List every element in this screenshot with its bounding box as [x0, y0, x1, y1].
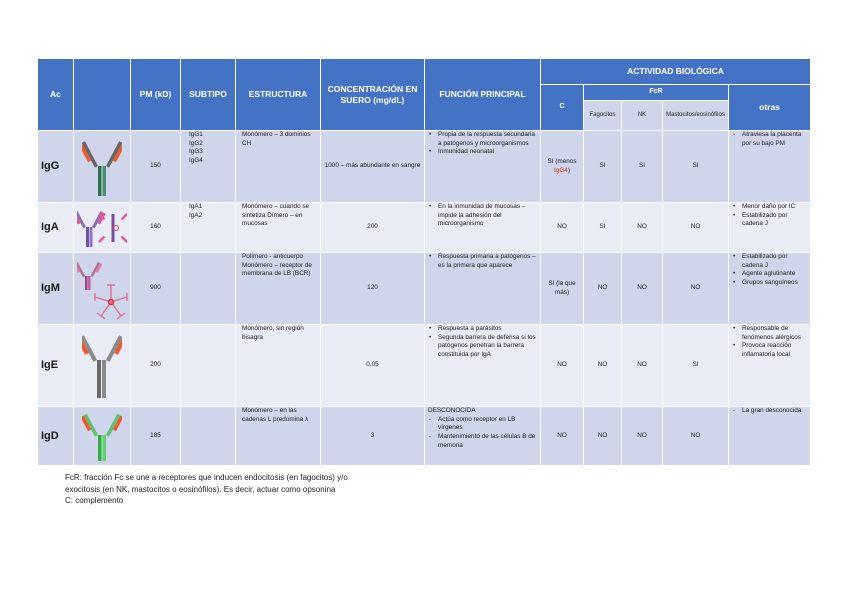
- c-exception: IgG4: [554, 166, 568, 174]
- header-actividad: ACTIVIDAD BIOLÓGICA: [541, 59, 811, 85]
- otras-cell: [729, 131, 811, 203]
- funcion-item: • Inmunidad neonatal: [428, 148, 537, 157]
- subtipo-list: [181, 407, 236, 466]
- pm-value: 160: [131, 203, 181, 253]
- funcion-item: • Respuesta a parásitos: [428, 325, 537, 334]
- c-text-end: ): [567, 166, 570, 174]
- c-value: NO: [541, 325, 584, 407]
- ab-name: IgE: [38, 325, 74, 407]
- funcion-item: - Actúa como receptor en LB vírgenes: [428, 416, 537, 433]
- footnote-line: C: complemento: [65, 496, 124, 506]
- fagocitos-value: SI: [584, 203, 622, 253]
- otras-item: • Responsable de fenómenos alérgicos: [732, 325, 807, 342]
- nk-value: NO: [622, 253, 663, 325]
- concentracion-value: 0,05: [321, 325, 425, 407]
- footnote-line: exocitosis (en NK, mastocitos o eosinófilos). Es decir, actuar como opsonina: [65, 484, 336, 494]
- footnote: [65, 472, 425, 507]
- table-row: [38, 203, 811, 253]
- funcion-cell: [425, 253, 541, 325]
- ab-name: IgA: [38, 203, 74, 253]
- c-value: NO: [541, 203, 584, 253]
- iga-antibody-icon: [74, 203, 131, 253]
- subtipo-list: [181, 203, 236, 253]
- funcion-cell: [425, 131, 541, 203]
- otras-item: - La gran desconocida: [732, 407, 807, 416]
- nk-value: NO: [622, 203, 663, 253]
- igd-antibody-icon: [74, 407, 131, 466]
- nk-value: NO: [622, 325, 663, 407]
- otras-cell: [729, 253, 811, 325]
- funcion-item: • Propia de la respuesta secundaria a patógenos y microorganismos: [428, 131, 537, 148]
- subtipo-list: [181, 131, 236, 203]
- header-subtipo: SUBTIPO: [181, 59, 236, 131]
- subtipo-item: IgG4: [189, 156, 203, 164]
- fagocitos-value: SI: [584, 131, 622, 203]
- subtipo-item: IgA2: [189, 211, 203, 219]
- subtipo-list: [181, 325, 236, 407]
- header-c: C: [541, 85, 584, 131]
- mastocitos-value: NO: [663, 203, 729, 253]
- ab-name: IgG: [38, 131, 74, 203]
- funcion-cell: [425, 203, 541, 253]
- nk-value: NO: [622, 407, 663, 466]
- funcion-item: • Segunda barrera de defensa si los patógenos penetran la barrera constituida por IgA: [428, 334, 537, 360]
- concentracion-value: 200: [321, 203, 425, 253]
- header-fagocitos: Fagocitos: [584, 101, 622, 131]
- estructura-text: Polímero - anticuerpo Monómero – receptor de membrana de LB (BCR): [236, 253, 321, 325]
- subtipo-list: [181, 253, 236, 325]
- mastocitos-value: SI: [663, 325, 729, 407]
- ab-name: IgD: [38, 407, 74, 466]
- otras-item: • Grupos sanguíneos: [732, 279, 807, 288]
- c-text: SI (menos: [547, 157, 577, 165]
- footnote-line: FcR: fracción Fc se une a receptores que inducen endocitosis (en fagocitos) y/o: [65, 473, 348, 482]
- header-otras: otras: [729, 85, 811, 131]
- table-row: [38, 325, 811, 407]
- ige-antibody-icon: [74, 325, 131, 407]
- otras-cell: [729, 203, 811, 253]
- concentracion-value: 120: [321, 253, 425, 325]
- fagocitos-value: NO: [584, 325, 622, 407]
- fagocitos-value: NO: [584, 253, 622, 325]
- header-image: [74, 59, 131, 131]
- funcion-item: • Respuesta primaria a patógenos – es la primera que aparece: [428, 253, 537, 270]
- c-value: SI (la que más): [541, 253, 584, 325]
- otras-item: • Provoca reacción inflamatoria local: [732, 342, 807, 359]
- funcion-item: - Mantenimiento de las células B de memoria: [428, 433, 537, 450]
- table-row: [38, 407, 811, 466]
- mastocitos-value: NO: [663, 407, 729, 466]
- otras-item: • Agente aglutinante: [732, 270, 807, 279]
- table-row: [38, 131, 811, 203]
- subtipo-item: IgA1: [189, 203, 203, 210]
- header-nk: NK: [622, 101, 663, 131]
- subtipo-item: IgG3: [189, 148, 203, 156]
- c-value: [541, 131, 584, 203]
- pm-value: 185: [131, 407, 181, 466]
- header-funcion: FUNCIÓN PRINCIPAL: [425, 59, 541, 131]
- header-pm: PM (kD): [131, 59, 181, 131]
- igm-antibody-icon: [74, 253, 131, 325]
- otras-item: • Estabilizado por cadena J: [732, 212, 807, 229]
- concentracion-value: 1000 – más abundante en sangre: [321, 131, 425, 203]
- nk-value: SI: [622, 131, 663, 203]
- estructura-text: Monómero – 3 dominios CH: [236, 131, 321, 203]
- c-value: NO: [541, 407, 584, 466]
- pm-value: 900: [131, 253, 181, 325]
- immunoglobulin-table: [37, 58, 811, 466]
- header-concentracion: CONCENTRACIÓN EN SUERO (mg/dL): [321, 59, 425, 131]
- funcion-item: • En la inmunidad de mucosas – impide la adhesión del microorganismo: [428, 203, 537, 229]
- estructura-text: Monómero – cuando se sintetiza Dímero – en mucosas: [236, 203, 321, 253]
- fagocitos-value: NO: [584, 407, 622, 466]
- estructura-text: Monómero, sin región bisagra: [236, 325, 321, 407]
- funcion-title: DESCONOCIDA: [428, 407, 476, 414]
- funcion-cell: [425, 325, 541, 407]
- estructura-text: Monómero – en las cadenas L predomina λ: [236, 407, 321, 466]
- subtipo-item: IgG2: [189, 139, 203, 147]
- igg-antibody-icon: [74, 131, 131, 203]
- table-row: [38, 253, 811, 325]
- otras-item: • Estabilizado por cadena J: [732, 253, 807, 270]
- pm-value: 150: [131, 131, 181, 203]
- mastocitos-value: SI: [663, 131, 729, 203]
- header-mastocitos: Mastocitos/eosinófilos: [663, 101, 729, 131]
- funcion-cell: [425, 407, 541, 466]
- concentracion-value: 3: [321, 407, 425, 466]
- header-estructura: ESTRUCTURA: [236, 59, 321, 131]
- pm-value: 200: [131, 325, 181, 407]
- ab-name: IgM: [38, 253, 74, 325]
- otras-item: • Menor daño por IC: [732, 203, 807, 212]
- otras-cell: [729, 325, 811, 407]
- otras-item: - Atraviesa la placenta por su bajo PM: [732, 131, 807, 148]
- header-ac: Ac: [38, 59, 74, 131]
- mastocitos-value: NO: [663, 253, 729, 325]
- subtipo-item: IgG1: [189, 131, 203, 138]
- header-fcr: FcR: [584, 85, 729, 101]
- otras-cell: [729, 407, 811, 466]
